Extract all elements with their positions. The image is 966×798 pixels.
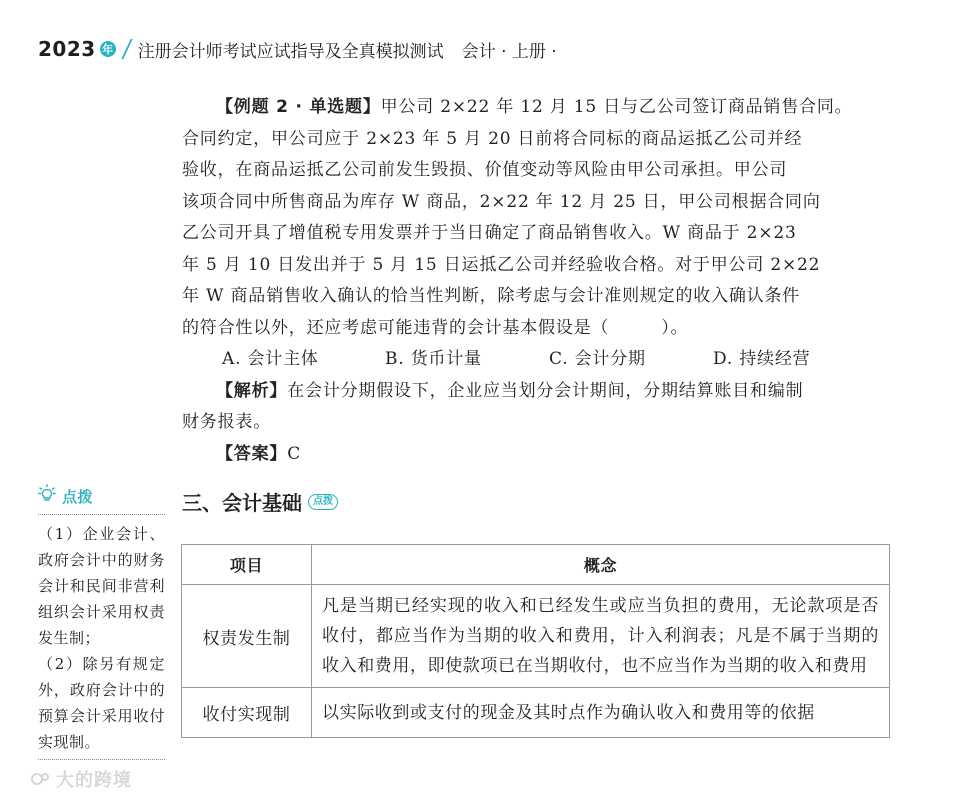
watermark xyxy=(30,766,132,792)
answer-line xyxy=(182,439,890,471)
concept-table xyxy=(181,544,890,738)
question-stem-line-5: 年 5 月 10 日发出并于 5 月 15 日运抵乙公司并经验收合格。对于甲公司 2×22 xyxy=(182,254,821,275)
analysis-line xyxy=(182,376,890,408)
question-first-line xyxy=(182,92,890,124)
question-stem-line-1: 合同约定，甲公司应于 2×23 年 5 月 20 日前将合同标的商品运抵乙公司并经 xyxy=(182,128,803,149)
option-d: D. 持续经营 xyxy=(713,349,811,369)
sidebar-tip-title: 点拨 xyxy=(62,488,94,506)
table-header-row xyxy=(182,545,890,585)
option-a: A. 会计主体 xyxy=(222,349,319,369)
sidebar-divider xyxy=(38,759,165,760)
sidebar-tip-header xyxy=(38,484,165,515)
option-c: C. 会计分期 xyxy=(549,349,646,369)
question-block xyxy=(182,92,890,470)
question-last-line xyxy=(182,313,890,345)
table-header-item: 项目 xyxy=(182,545,312,585)
table-header-concept: 概念 xyxy=(312,545,890,585)
section-title xyxy=(182,487,338,516)
answer-tag: 【答案】 xyxy=(216,443,288,464)
sidebar-tip-body xyxy=(38,515,165,755)
header-slash-divider xyxy=(121,39,132,59)
question-stem-line-3: 该项合同中所售商品为库存 W 商品，2×22 年 12 月 25 日，甲公司根据合同向 xyxy=(182,191,821,212)
header-book-title: 注册会计师考试应试指导及全真模拟测试 xyxy=(137,41,444,62)
sidebar-tip xyxy=(38,484,165,760)
watermark-text: 大的跨境 xyxy=(56,770,132,791)
watermark-logo-icon xyxy=(30,770,52,788)
table-cell-concept: 凡是当期已经实现的收入和已经发生或应当负担的费用，无论款项是否收付，都应当作为当期的收入和费用，计入利润表；凡是不属于当期的收入和费用，即使款项已在当期收付，也不应当作为当期的收入和费用 xyxy=(312,585,890,688)
header-year: 2023 xyxy=(38,37,96,61)
header-year-suffix: 年 xyxy=(100,41,116,57)
option-b: B. 货币计量 xyxy=(385,349,482,369)
options-row xyxy=(182,344,890,376)
sidebar-note-2: （2）除另有规定外，政府会计中的预算会计采用收付实现制。 xyxy=(38,655,165,751)
analysis-tag: 【解析】 xyxy=(216,380,288,401)
question-stem-line-6: 年 W 商品销售收入确认的恰当性判断，除考虑与会计准则规定的收入确认条件 xyxy=(182,286,801,306)
analysis-text-2: 财务报表。 xyxy=(182,412,271,432)
section-pill-badge: 点拨 xyxy=(308,494,338,510)
question-stem-line-0: 甲公司 2×22 年 12 月 15 日与乙公司签订商品销售合同。 xyxy=(380,97,853,117)
question-stem-end: ）。 xyxy=(661,317,689,338)
sidebar-note-1: （1）企业会计、政府会计中的财务会计和民间非营利组织会计采用权责发生制； xyxy=(38,525,165,647)
table-cell-item: 权责发生制 xyxy=(182,585,312,688)
table-row xyxy=(182,688,890,738)
section-title-text: 三、会计基础 xyxy=(182,491,302,515)
question-stem-line-4: 乙公司开具了增值税专用发票并于当日确定了商品销售收入。W 商品于 2×23 xyxy=(182,223,797,243)
table-cell-item: 收付实现制 xyxy=(182,688,312,738)
lightbulb-icon xyxy=(38,484,56,510)
page-header xyxy=(38,34,557,64)
question-stem-line-2: 验收，在商品运抵乙公司前发生毁损、价值变动等风险由甲公司承担。甲公司 xyxy=(182,160,788,180)
table-cell-concept: 以实际收到或支付的现金及其时点作为确认收入和费用等的依据 xyxy=(312,688,890,738)
table-row xyxy=(182,585,890,688)
question-tag: 【例题 2 · 单选题】 xyxy=(216,97,381,117)
analysis-text-1: 在会计分期假设下，企业应当划分会计期间，分期结算账目和编制 xyxy=(287,380,804,401)
answer-value: C xyxy=(287,443,302,464)
header-subject: 会计 · 上册 · xyxy=(461,41,557,62)
question-stem-line-7: 的符合性以外，还应考虑可能违背的会计基本假设是（ xyxy=(182,317,610,338)
